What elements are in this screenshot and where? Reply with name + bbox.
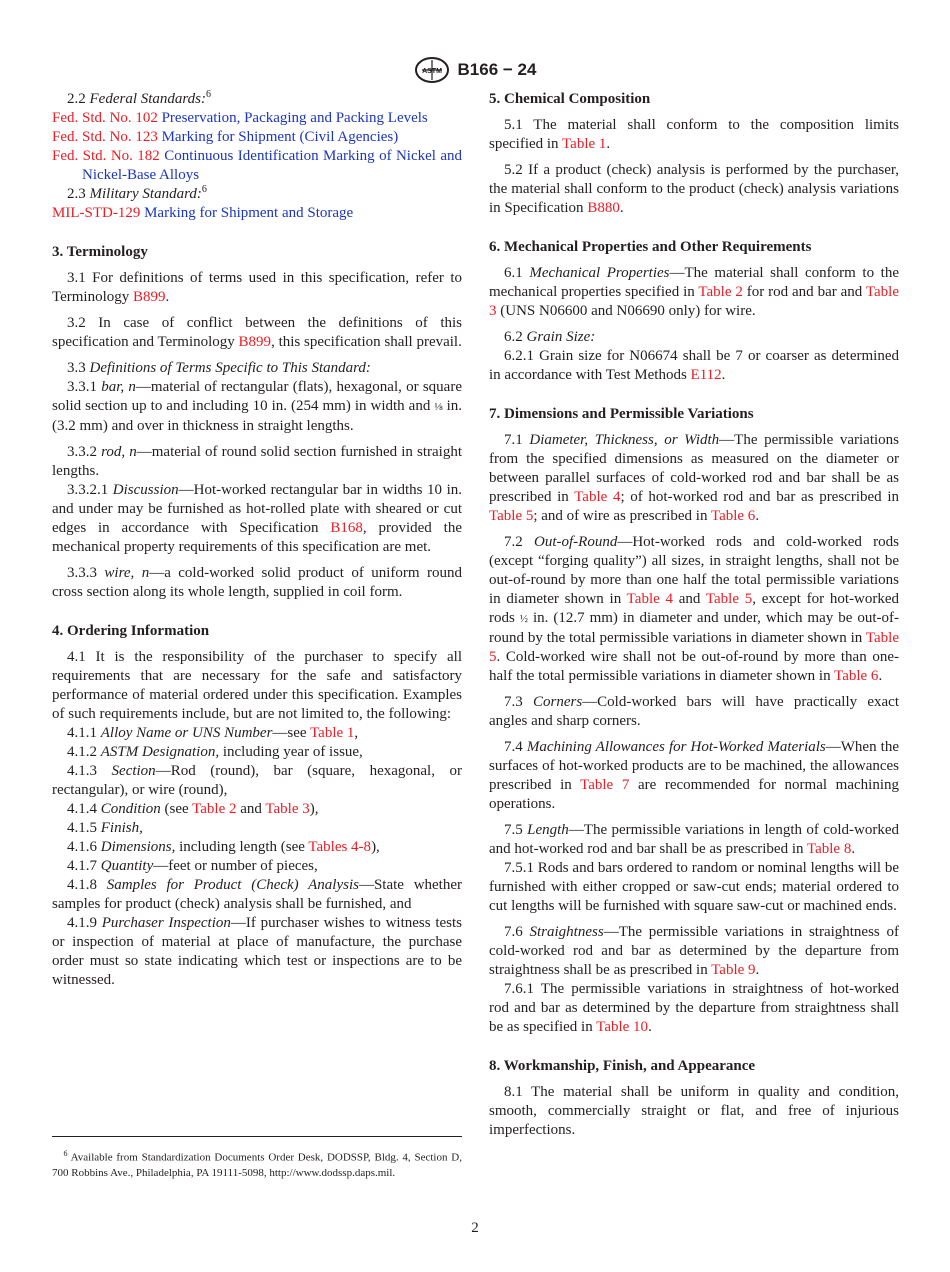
table-5-link[interactable]: Table 5 <box>489 630 899 665</box>
section-7-5: 7.5 Length—The permissible variations in length of cold-worked and hot-worked rod and bar shall be as prescribed in Table 8. <box>489 822 899 857</box>
section-3-heading: 3. Terminology <box>52 244 148 260</box>
section-6-2: 6.2 Grain Size: <box>504 329 596 345</box>
table-3-link[interactable]: Table 3 <box>265 801 310 817</box>
section-4-1: 4.1 It is the responsibility of the purchaser to specify all requirements that are necessary for the safe and satisfactory performance of material ordered under this specification. Examples of such requirements include, but are not limited to, the following: <box>52 649 462 722</box>
svg-text:ASTM: ASTM <box>421 68 442 75</box>
table-9-link[interactable]: Table 9 <box>711 962 756 978</box>
section-6-1: 6.1 Mechanical Properties—The material shall conform to the mechanical properties specified in Table 2 for rod and bar and Table 3 (UNS N06600 and N06690 only) for wire. <box>489 265 900 319</box>
section-3-3-2-1: 3.3.2.1 Discussion—Hot-worked rectangular bar in widths 10 in. and under may be furnished as hot-rolled plate with sheared or cut edges in accordance with Specification B168, provided the mechanical property requirements of this specification are met. <box>52 482 462 555</box>
section-7-5-1: 7.5.1 Rods and bars ordered to random or nominal lengths will be furnished with either cropped or saw-cut ends; material ordered to cut lengths will be furnished with square saw-cut or machined ends. <box>489 860 899 914</box>
section-3-3-1: 3.3.1 bar, n—material of rectangular (flats), hexagonal, or square solid section up to and including 10 in. (254 mm) in width and ⅛ in. (3.2 mm) and over in thickness in straight lengths. <box>52 379 462 434</box>
table-2-link[interactable]: Table 2 <box>698 284 743 300</box>
page-number: 2 <box>471 1220 479 1236</box>
section-2-3: 2.3 Military Standard:$^6$ <box>67 184 207 202</box>
table-4-link[interactable]: Table 4 <box>574 489 621 505</box>
standard-designation: B166 − 24 <box>457 60 537 79</box>
ref-code-link[interactable]: Fed. Std. No. 123 <box>52 129 158 145</box>
section-7-6: 7.6 Straightness—The permissible variations in straightness of cold-worked rod and bar as determined by the departure from straightness shall be as prescribed in Table 9. <box>489 924 899 978</box>
table-1-link[interactable]: Table 1 <box>310 725 355 741</box>
table-3-link[interactable]: Table 3 <box>489 284 900 319</box>
left-column <box>52 90 462 990</box>
section-4-1-9: 4.1.9 Purchaser Inspection—If purchaser wishes to witness tests or inspection of material at place of manufacture, the purchase order must so state indicating which test or inspections are to be witnessed. <box>52 915 462 988</box>
section-7-1: 7.1 Diameter, Thickness, or Width—The permissible variations from the specified dimensions as measured on the diameter or between parallel surfaces of cold-worked rod and bar shall be as prescribed in Table 4; of hot-worked rod and bar as prescribed in Table 5; and of wire as prescribed in Table 6. <box>489 432 899 524</box>
section-6-2-1: 6.2.1 Grain size for N06674 shall be 7 or coarser as determined in accordance with Test Methods E112. <box>489 348 899 383</box>
section-4-1-8: 4.1.8 Samples for Product (Check) Analysis—State whether samples for product (check) analysis shall be furnished, and <box>52 877 463 912</box>
table-4-link[interactable]: Table 4 <box>626 591 674 607</box>
section-6-heading: 6. Mechanical Properties and Other Requirements <box>489 239 812 255</box>
section-2-2: 2.2 Federal Standards:$^6$ <box>67 89 212 107</box>
section-4-1-1: 4.1.1 Alloy Name or UNS Number—see Table 1, <box>67 725 359 741</box>
section-4-heading: 4. Ordering Information <box>52 623 210 639</box>
ref-fed-std-123 <box>52 128 462 147</box>
right-column <box>489 90 899 1140</box>
table-5-link[interactable]: Table 5 <box>705 591 753 607</box>
section-4-1-4: 4.1.4 Condition (see Table 2 and Table 3), <box>67 801 319 817</box>
e112-link[interactable]: E112 <box>690 367 722 383</box>
footnote-divider <box>52 1136 462 1137</box>
section-7-4: 7.4 Machining Allowances for Hot-Worked Materials—When the surfaces of hot-worked products are to be machined, the allowances prescribed in Table 7 are recommended for normal machining operations. <box>489 739 899 812</box>
b899-link[interactable]: B899 <box>133 289 166 305</box>
section-3-2: 3.2 In case of conflict between the definitions of this specification and Terminology B899, this specification shall prevail. <box>52 315 462 350</box>
section-4-1-5: 4.1.5 Finish, <box>67 820 143 836</box>
b880-link[interactable]: B880 <box>587 200 620 216</box>
ref-fed-std-182 <box>52 147 462 185</box>
ref-title-link[interactable]: Preservation, Packaging and Packing Levels <box>161 110 428 126</box>
footnote: $^6$ Available from Standardization Documents Order Desk, DODSSP, Bldg. 4, Section D, 700 Robbins Ave., Philadelphia, PA 19111-5098, http://www.dodssp.daps.mil. <box>52 1149 462 1179</box>
table-6-link[interactable]: Table 6 <box>710 508 756 524</box>
section-4-1-7: 4.1.7 Quantity—feet or number of pieces, <box>67 858 318 874</box>
table-1-link[interactable]: Table 1 <box>562 136 607 152</box>
section-4-1-3: 4.1.3 Section—Rod (round), bar (square, hexagonal, or rectangular), or wire (round), <box>52 763 463 798</box>
astm-logo-icon <box>414 56 450 84</box>
table-5-link[interactable]: Table 5 <box>489 508 534 524</box>
section-7-6-1: 7.6.1 The permissible variations in straightness of hot-worked rod and bar as determined by the departure from straightness shall be as specified in Table 10. <box>489 981 899 1035</box>
section-4-1-2: 4.1.2 ASTM Designation, including year of issue, <box>67 744 363 760</box>
ref-code-link[interactable]: Fed. Std. No. 102 <box>52 110 158 126</box>
table-7-link[interactable]: Table 7 <box>580 777 630 793</box>
table-2-link[interactable]: Table 2 <box>192 801 237 817</box>
section-7-3: 7.3 Corners—Cold-worked bars will have practically exact angles and sharp corners. <box>489 694 900 729</box>
ref-title-link[interactable]: Marking for Shipment (Civil Agencies) <box>161 129 399 145</box>
table-6-link[interactable]: Table 6 <box>834 668 879 684</box>
section-7-2: 7.2 Out-of-Round—Hot-worked rods and cold-worked rods (except “forging quality”) all sizes, in straight lengths, shall not be out-of-round by more than one half the total permissible variations in diameter shown in Table 4 and Table 5, except for hot-worked rods ½ in. (12.7 mm) in diameter and under, which may be out-of-round by the total permissible variations in diameter shown in Table 5. Cold-worked wire shall not be out-of-round by more than one-half the total permissible variations in diameter shown in Table 6. <box>489 534 900 684</box>
table-8-link[interactable]: Table 8 <box>806 841 852 857</box>
section-5-1: 5.1 The material shall conform to the composition limits specified in Table 1. <box>489 117 899 152</box>
section-3-1: 3.1 For definitions of terms used in this specification, refer to Terminology B899. <box>52 270 462 305</box>
section-3-3: 3.3 Definitions of Terms Specific to This Standard: <box>67 360 371 376</box>
section-8-1: 8.1 The material shall be uniform in quality and condition, smooth, commercially straight or flat, and free of injurious imperfections. <box>489 1084 899 1138</box>
ref-title-link[interactable]: Marking for Shipment and Storage <box>144 205 354 221</box>
ref-mil-std-129 <box>52 204 462 223</box>
ref-fed-std-102 <box>52 109 462 128</box>
section-3-3-3: 3.3.3 wire, n—a cold-worked solid product of uniform round cross section along its whole length, supplied in coil form. <box>52 565 462 600</box>
ref-code-link[interactable]: MIL-STD-129 <box>52 205 141 221</box>
section-7-heading: 7. Dimensions and Permissible Variations <box>489 406 754 422</box>
tables-4-8-link[interactable]: Tables 4-8 <box>308 839 372 855</box>
page-header <box>0 56 950 84</box>
section-3-3-2: 3.3.2 rod, n—material of round solid section furnished in straight lengths. <box>52 444 463 479</box>
section-4-1-6: 4.1.6 Dimensions, including length (see Tables 4-8), <box>67 839 380 855</box>
section-8-heading: 8. Workmanship, Finish, and Appearance <box>489 1058 756 1074</box>
ref-title-link[interactable]: Continuous Identification Marking of Nickel and Nickel-Base Alloys <box>82 148 463 183</box>
section-5-2: 5.2 If a product (check) analysis is performed by the purchaser, the material shall conform to the product (check) analysis variations in Specification B880. <box>489 162 899 216</box>
section-5-heading: 5. Chemical Composition <box>489 91 651 107</box>
ref-code-link[interactable]: Fed. Std. No. 182 <box>52 148 160 164</box>
b168-link[interactable]: B168 <box>330 520 363 536</box>
b899-link[interactable]: B899 <box>238 334 272 350</box>
table-10-link[interactable]: Table 10 <box>596 1019 649 1035</box>
